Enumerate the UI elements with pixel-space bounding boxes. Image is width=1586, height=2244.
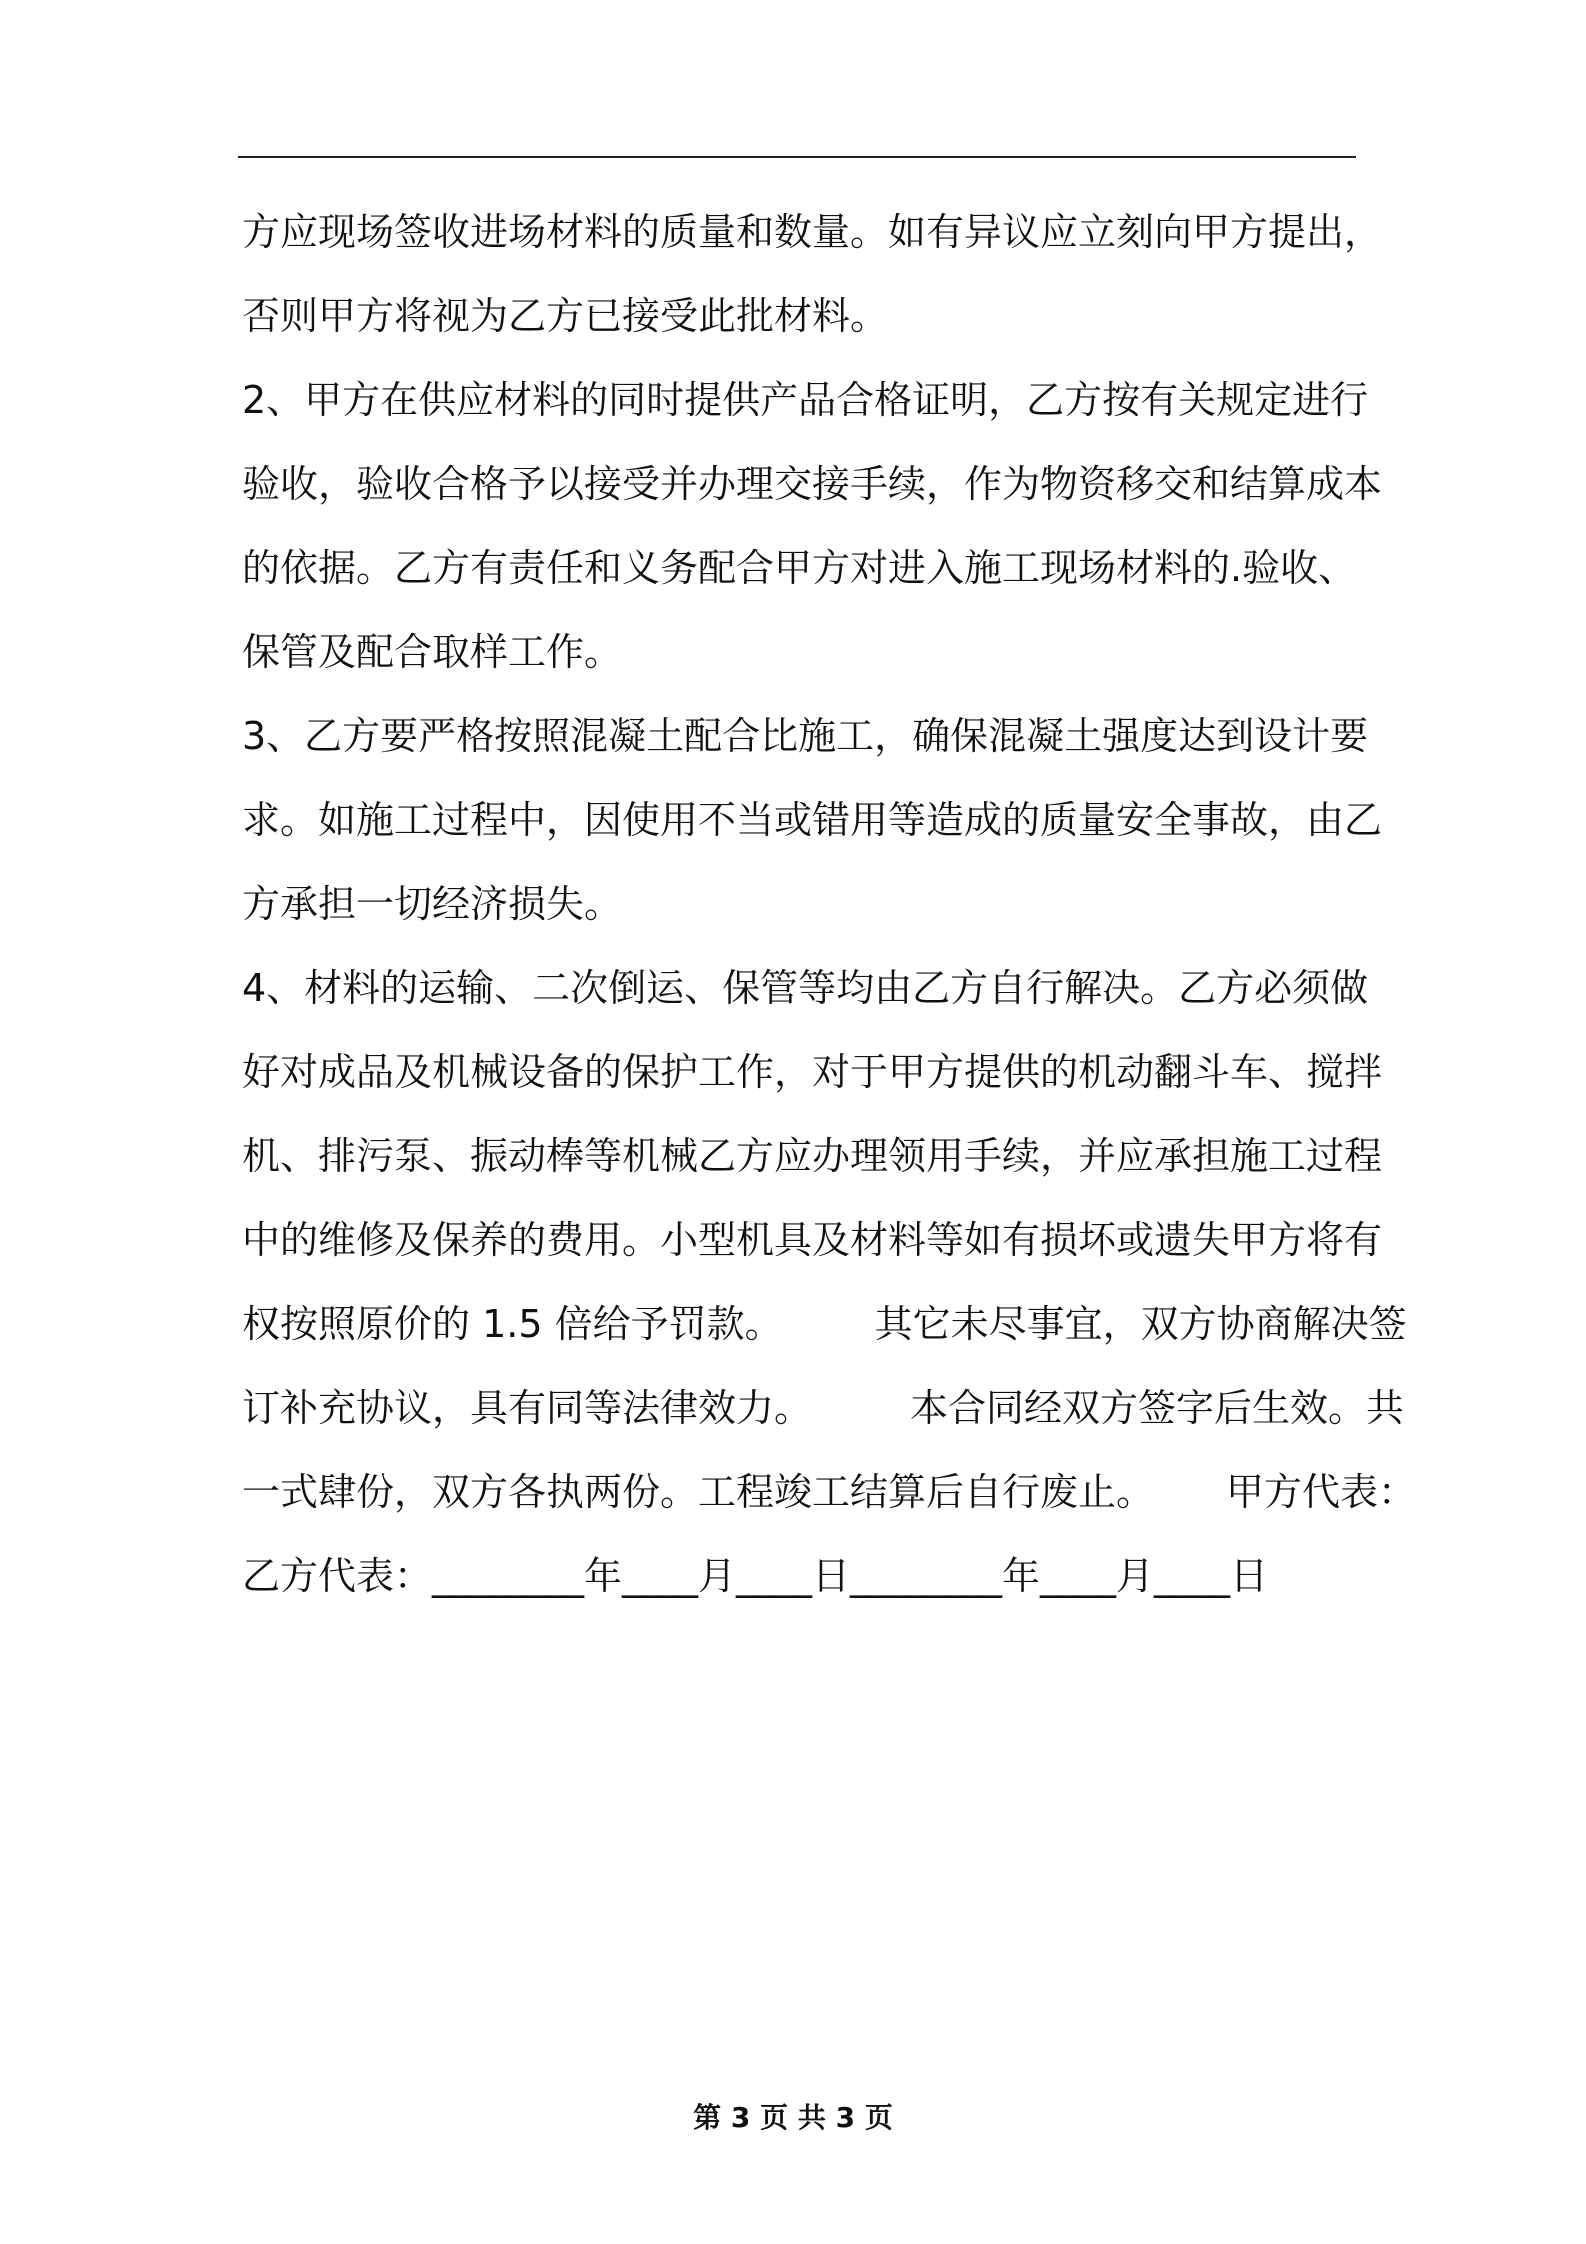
body-line: 的依据。乙方有责任和义务配合甲方对进入施工现场材料的.验收、 xyxy=(242,546,1357,590)
page-number: 第 3 页 共 3 页 xyxy=(693,2101,893,2134)
copies-clause: 一式肆份，双方各执两份。工程竣工结算后自行废止。 xyxy=(242,1470,1155,1514)
body-line: 验收，验收合格予以接受并办理交接手续，作为物资移交和结算成本 xyxy=(242,462,1383,506)
body-line: 保管及配合取样工作。 xyxy=(242,630,623,674)
party-b-signature-line: 乙方代表：________年____月____日________年____月____日 xyxy=(242,1554,1269,1598)
body-line: 好对成品及机械设备的保护工作，对于甲方提供的机动翻斗车、搅拌 xyxy=(242,1050,1383,1094)
body-line xyxy=(242,1366,1405,1450)
body-line: 3、乙方要严格按照混凝土配合比施工，确保混凝土强度达到设计要 xyxy=(242,714,1369,758)
body-line: 2、甲方在供应材料的同时提供产品合格证明，乙方按有关规定进行 xyxy=(242,378,1369,422)
body-line: 否则甲方将视为乙方已接受此批材料。 xyxy=(242,294,889,338)
header-rule xyxy=(238,156,1356,158)
body-line xyxy=(242,1450,1417,1534)
body-line: 4、材料的运输、二次倒运、保管等均由乙方自行解决。乙方必须做 xyxy=(242,966,1369,1010)
penalty-clause: 权按照原价的 1.5 倍给予罚款。 xyxy=(242,1302,783,1346)
effective-clause: 本合同经双方签字后生效。共 xyxy=(910,1386,1405,1430)
body-line: 机、排污泵、振动棒等机械乙方应办理领用手续，并应承担施工过程 xyxy=(242,1134,1383,1178)
body-line: 求。如施工过程中，因使用不当或错用等造成的质量安全事故，由乙 xyxy=(242,798,1383,842)
other-matters-clause: 其它未尽事宜，双方协商解决签 xyxy=(874,1302,1407,1346)
body-line: 方承担一切经济损失。 xyxy=(242,882,623,926)
supplement-clause: 订补充协议，具有同等法律效力。 xyxy=(242,1386,813,1430)
body-line: 中的维修及保养的费用。小型机具及材料等如有损坏或遗失甲方将有 xyxy=(242,1218,1383,1262)
party-a-signature-label: 甲方代表： xyxy=(1226,1470,1417,1514)
body-line xyxy=(242,1282,1407,1366)
contract-body xyxy=(242,190,1417,1618)
body-line: 方应现场签收进场材料的质量和数量。如有异议应立刻向甲方提出， xyxy=(242,210,1383,254)
